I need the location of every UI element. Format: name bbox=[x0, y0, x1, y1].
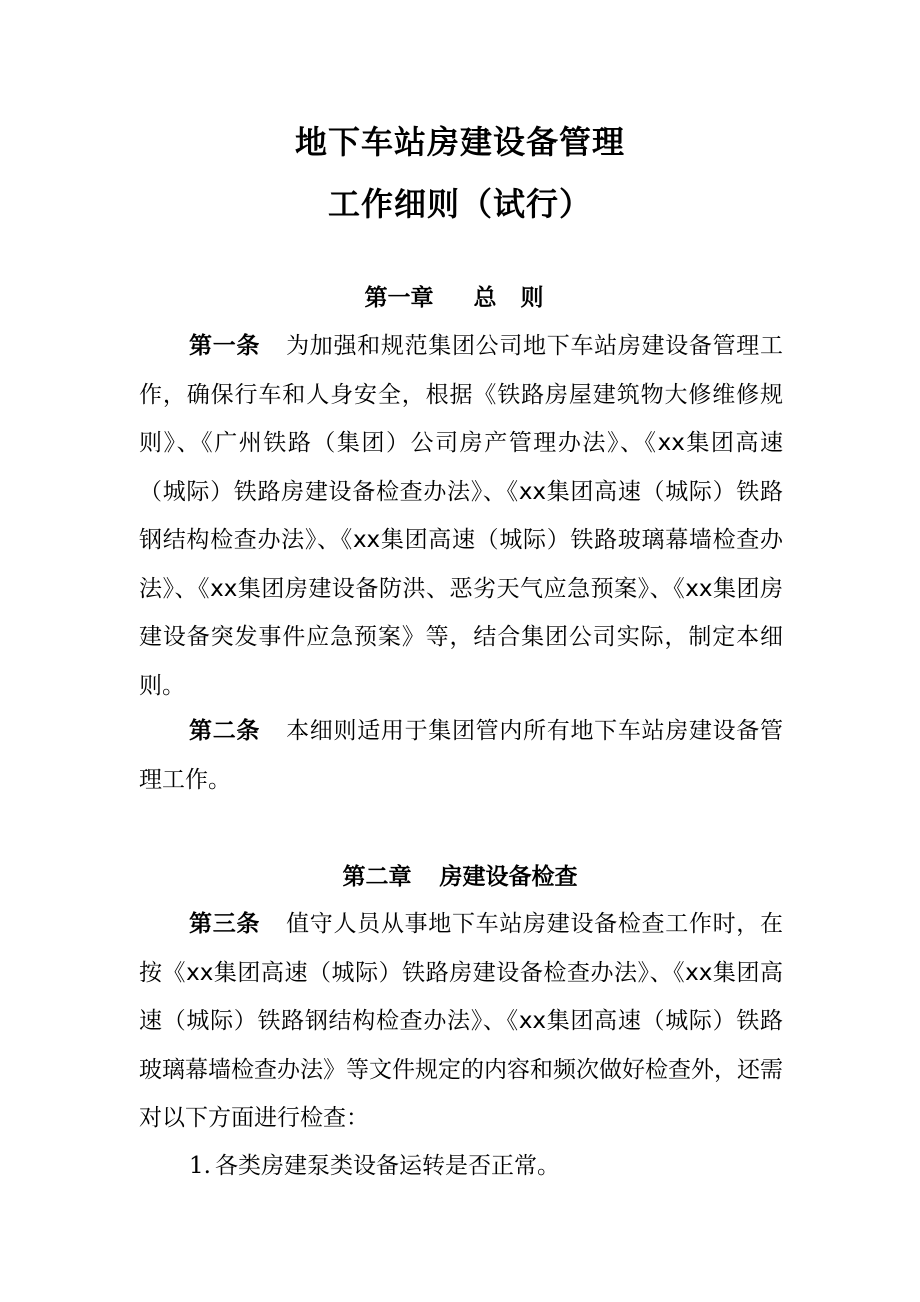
article-1 bbox=[139, 322, 783, 710]
chapter-1-name-part-1: 总 bbox=[473, 285, 497, 311]
chapter-1-number: 第一章 bbox=[364, 285, 434, 311]
chapter-1-heading bbox=[0, 283, 920, 313]
list-item bbox=[189, 1142, 783, 1191]
list-item-number: 1. bbox=[189, 1153, 211, 1179]
article-1-label: 第一条 bbox=[189, 333, 261, 359]
list-item-text: 各类房建泵类设备运转是否正常。 bbox=[214, 1153, 560, 1179]
article-1-text: 为加强和规范集团公司地下车站房建设备管理工作，确保行车和人身安全，根据《铁路房屋建筑物大修维修规则》、《广州铁路（集团）公司房产管理办法》、《xx集团高速（城际）铁路房建设备检查办法》、《xx集团高速（城际）铁路钢结构检查办法》、《xx集团高速（城际）铁路玻璃幕墙检查办法》、《xx集团房建设备防洪、恶劣天气应急预案》、《xx集团房建设备突发事件应急预案》等，结合集团公司实际，制定本细则。 bbox=[139, 333, 784, 699]
chapter-2-heading bbox=[0, 862, 920, 892]
article-2 bbox=[139, 707, 783, 804]
article-2-text: 本细则适用于集团管内所有地下车站房建设备管理工作。 bbox=[139, 718, 784, 793]
article-2-label: 第二条 bbox=[189, 718, 261, 744]
article-3-label: 第三条 bbox=[189, 911, 261, 937]
chapter-2-name: 房建设备检查 bbox=[439, 864, 578, 890]
chapter-2-number: 第二章 bbox=[342, 864, 412, 890]
chapter-1-name-part-2: 则 bbox=[520, 285, 544, 311]
document-title-line-1: 地下车站房建设备管理 bbox=[294, 123, 625, 161]
document-title-line-2: 工作细则（试行） bbox=[327, 185, 592, 223]
article-3 bbox=[139, 900, 783, 1143]
chapter-1-name bbox=[462, 285, 556, 311]
article-3-text: 值守人员从事地下车站房建设备检查工作时，在按《xx集团高速（城际）铁路房建设备检查办法》、《xx集团高速（城际）铁路钢结构检查办法》、《xx集团高速（城际）铁路玻璃幕墙检查办法》等文件规定的内容和频次做好检查外，还需对以下方面进行检查： bbox=[139, 911, 784, 1131]
